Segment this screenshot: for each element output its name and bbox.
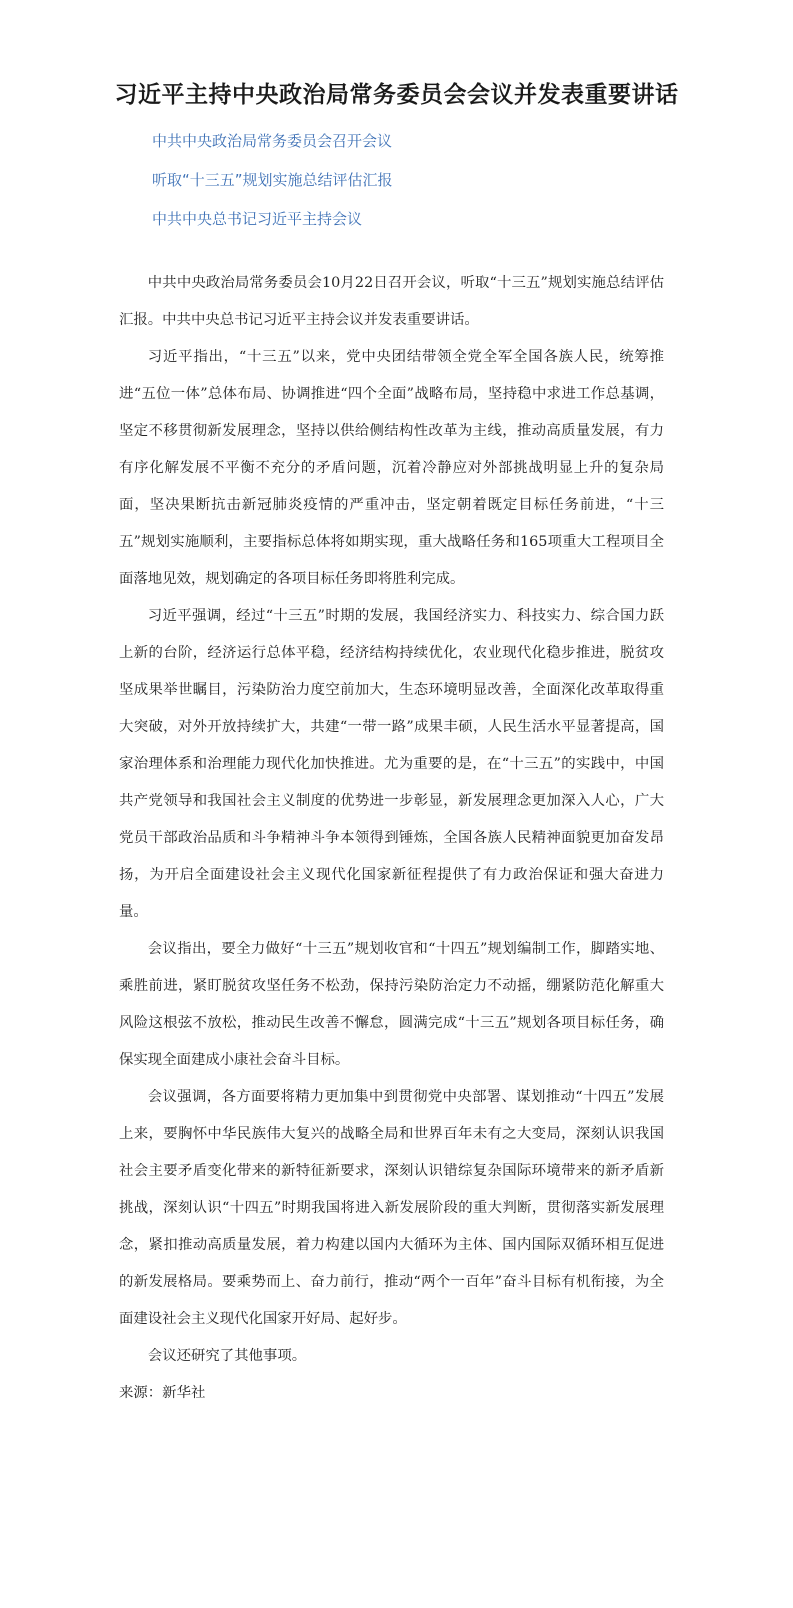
summary-item: 听取“十三五”规划实施总结评估汇报 — [152, 171, 393, 189]
article-source: 来源：新华社 — [119, 1385, 206, 1401]
article-paragraph: 会议强调，各方面要将精力更加集中到贯彻党中央部署、谋划推动“十四五”发展上来，要胸怀中华民族伟大复兴的战略全局和世界百年未有之大变局，深刻认识我国社会主要矛盾变化带来的新特征新要求，深刻认识错综复杂国际环境带来的新矛盾新挑战，深刻认识“十四五”时期我国将进入新发展阶段的重大判断，贯彻落实新发展理念，紧扣推动高质量发展，着力构建以国内大循环为主体、国内国际双循环相互促进的新发展格局。要乘势而上、奋力前行，推动“两个一百年”奋斗目标有机衔接，为全面建设社会主义现代化国家开好局、起好步。 — [119, 1089, 664, 1327]
summary-item: 中共中央政治局常务委员会召开会议 — [152, 132, 393, 150]
article-paragraph: 中共中央政治局常务委员会10月22日召开会议，听取“十三五”规划实施总结评估汇报。中共中央总书记习近平主持会议并发表重要讲话。 — [119, 275, 664, 328]
article-title: 习近平主持中央政治局常务委员会会议并发表重要讲话 — [114, 82, 679, 108]
article-paragraph: 习近平指出，“十三五”以来，党中央团结带领全党全军全国各族人民，统筹推进“五位一体”总体布局、协调推进“四个全面”战略布局，坚持稳中求进工作总基调，坚定不移贯彻新发展理念，坚持以供给侧结构性改革为主线，推动高质量发展，有力有序化解发展不平衡不充分的矛盾问题，沉着冷静应对外部挑战明显上升的复杂局面，坚决果断抗击新冠肺炎疫情的严重冲击，坚定朝着既定目标任务前进，“十三五”规划实施顺利，主要指标总体将如期实现，重大战略任务和165项重大工程项目全面落地见效，规划确定的各项目标任务即将胜利完成。 — [119, 349, 664, 587]
article-paragraph: 会议指出，要全力做好“十三五”规划收官和“十四五”规划编制工作，脚踏实地、乘胜前进，紧盯脱贫攻坚任务不松劲，保持污染防治定力不动摇，绷紧防范化解重大风险这根弦不放松，推动民生改善不懈怠，圆满完成“十三五”规划各项目标任务，确保实现全面建成小康社会奋斗目标。 — [119, 941, 664, 1068]
article-body — [119, 265, 664, 1412]
summary-item: 中共中央总书记习近平主持会议 — [152, 210, 363, 228]
article-paragraph: 会议还研究了其他事项。 — [147, 1348, 307, 1364]
article-paragraph: 习近平强调，经过“十三五”时期的发展，我国经济实力、科技实力、综合国力跃上新的台阶，经济运行总体平稳，经济结构持续优化，农业现代化稳步推进，脱贫攻坚成果举世瞩目，污染防治力度空前加大，生态环境明显改善，全面深化改革取得重大突破，对外开放持续扩大，共建“一带一路”成果丰硕，人民生活水平显著提高，国家治理体系和治理能力现代化加快推进。尤为重要的是，在“十三五”的实践中，中国共产党领导和我国社会主义制度的优势进一步彰显，新发展理念更加深入人心，广大党员干部政治品质和斗争精神斗争本领得到锤炼，全国各族人民精神面貌更加奋发昂扬，为开启全面建设社会主义现代化国家新征程提供了有力政治保证和强大奋进力量。 — [119, 608, 664, 920]
article-summary-list — [152, 122, 393, 239]
